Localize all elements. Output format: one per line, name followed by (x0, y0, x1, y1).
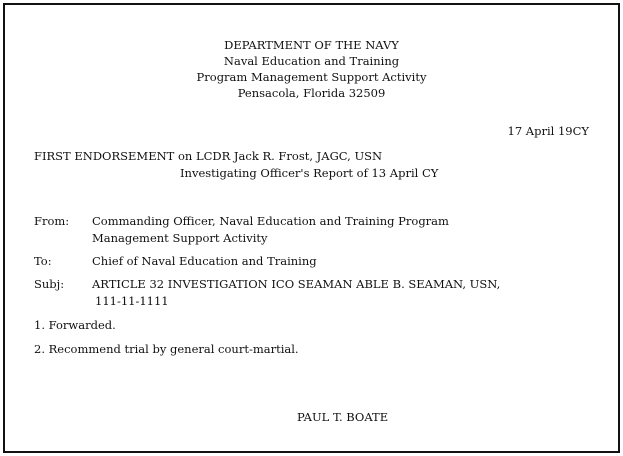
from-line-2: Management Support Activity (92, 231, 268, 245)
document-date: 17 April 19CY (507, 124, 589, 138)
header-department: DEPARTMENT OF THE NAVY (224, 38, 399, 52)
signature-name: PAUL T. BOATE (297, 410, 389, 424)
endorsement-title: FIRST ENDORSEMENT on LCDR Jack R. Frost, JAGC, USN (34, 149, 383, 163)
paragraph-2: 2. Recommend trial by general court-martial. (34, 342, 299, 356)
header-command: Naval Education and Training (223, 54, 400, 68)
subj-label: Subj: (34, 277, 65, 291)
endorsement-reference: Investigating Officer's Report of 13 April CY (180, 166, 439, 180)
from-line-1: Commanding Officer, Naval Education and Training Program (92, 214, 449, 228)
to-value: Chief of Naval Education and Training (92, 254, 317, 268)
header-activity: Program Management Support Activity (196, 70, 427, 84)
subj-line-2: 111-11-1111 (95, 294, 169, 308)
header-location: Pensacola, Florida 32509 (237, 86, 386, 100)
paragraph-1: 1. Forwarded. (34, 318, 116, 332)
from-label: From: (34, 214, 70, 228)
to-label: To: (34, 254, 52, 268)
subj-line-1: ARTICLE 32 INVESTIGATION ICO SEAMAN ABLE B. SEAMAN, USN, (92, 277, 501, 291)
